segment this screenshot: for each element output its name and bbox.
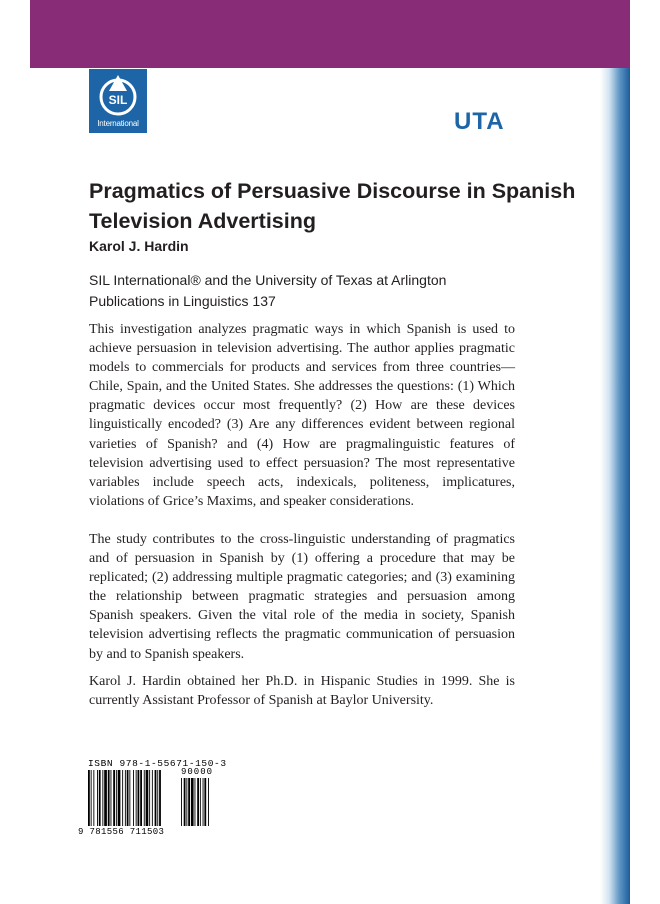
barcode-digits: 9 781556 711503 <box>78 827 165 837</box>
sil-international-logo <box>89 69 147 133</box>
sil-emblem-icon <box>97 73 139 117</box>
top-color-band <box>30 0 630 68</box>
author-name: Karol J. Hardin <box>89 238 189 254</box>
description-paragraph-1: This investigation analyzes pragmatic ways in which Spanish is used to achieve persuasion in television advertising. The author applies pragmatic models to commercials for products and services from three countries—Chile, Spain, and the United States. She addresses the questions: (1) Which pragmatic devices occur most frequently? (2) How are these devices linguistically encoded? (3) Are any differences evident between regional varieties of Spanish? and (4) How are pragmalinguistic features of television advertising used to effect persuasion? The most representative variables include speech acts, indexicals, politeness, implicatures, violations of Grice’s Maxims, and speaker considerations. <box>89 322 515 509</box>
barcode-icon <box>88 770 220 828</box>
book-title: Pragmatics of Persuasive Discourse in Spanish Television Advertising <box>89 179 576 233</box>
spine-gradient <box>600 68 630 904</box>
isbn-label: ISBN 978-1-55671-150-3 <box>88 758 227 769</box>
description-paragraph-2: The study contributes to the cross-linguistic understanding of pragmatics and of persuasion in Spanish by (1) offering a procedure that may be replicated; (2) addressing multiple pragmatic categories; and (3) examining the relationship between pragmatic strategies and persuasion among Spanish speakers. Given the vital role of the media in society, Spanish television advertising reflects the pragmatic communication of persuasion by and to Spanish speakers. <box>89 532 515 662</box>
uta-logo: UTA <box>454 108 505 135</box>
publisher-line-1: SIL International® and the University of Texas at Arlington <box>89 272 447 288</box>
publisher-info <box>89 270 549 312</box>
publisher-line-2: Publications in Linguistics 137 <box>89 293 276 309</box>
author-bio: Karol J. Hardin obtained her Ph.D. in Hispanic Studies in 1999. She is currently Assistant Professor of Spanish at Baylor University. <box>89 674 515 709</box>
right-margin <box>630 0 660 904</box>
price-code: 90000 <box>181 767 214 777</box>
sil-caption: International <box>97 119 139 128</box>
sil-letters: SIL <box>108 93 128 107</box>
